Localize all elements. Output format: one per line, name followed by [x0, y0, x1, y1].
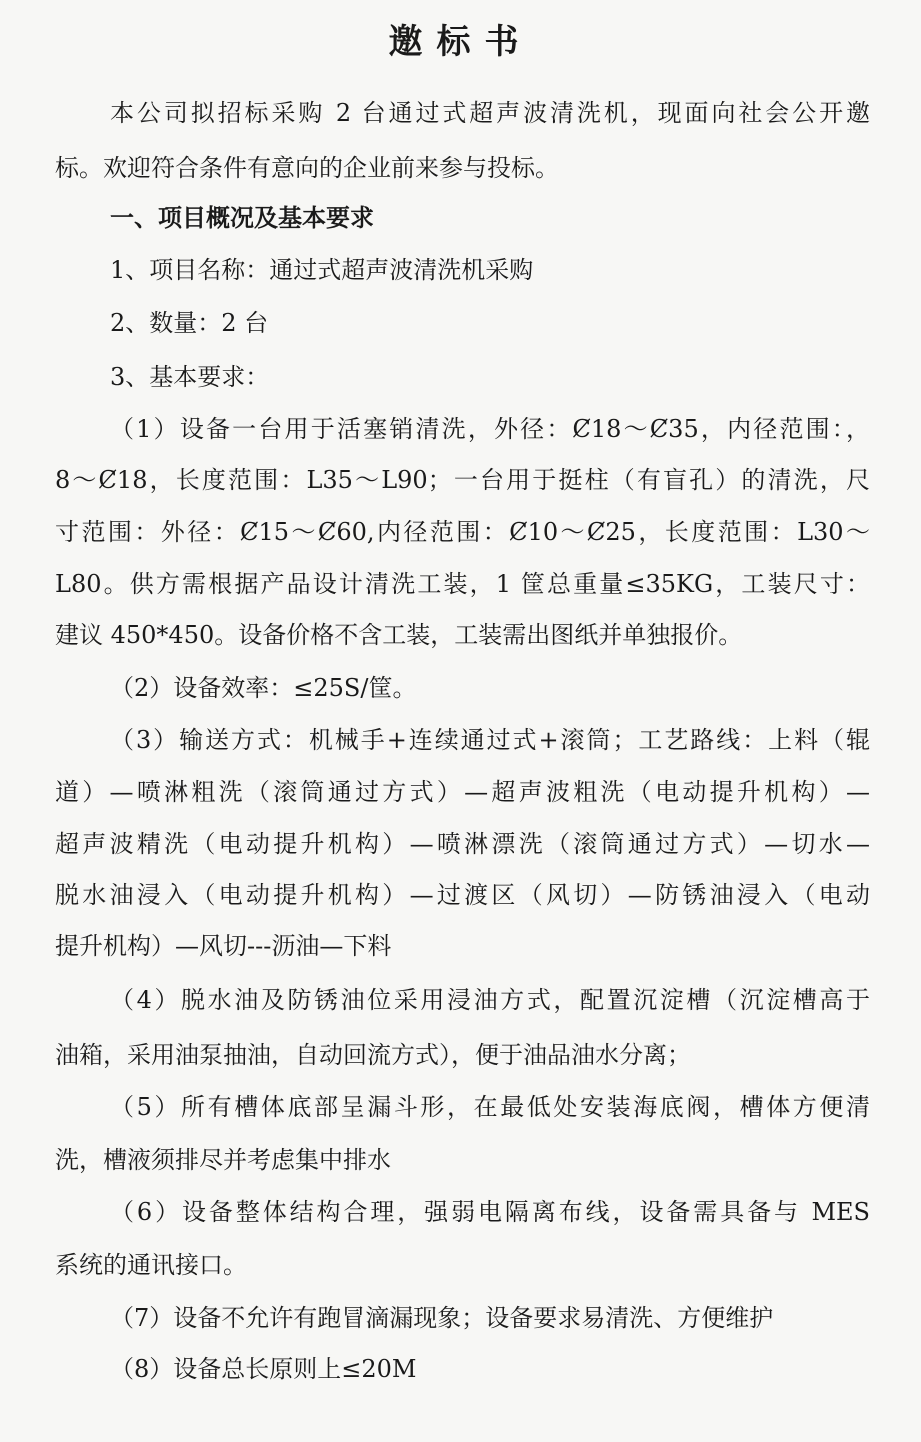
text-line: L80。供方需根据产品设计清洗工装，1 筐总重量≤35KG，工装尺寸：: [55, 570, 870, 598]
text-line: 道）—喷淋粗洗（滚筒通过方式）—超声波粗洗（电动提升机构）—: [55, 778, 870, 806]
text-line: （7）设备不允许有跑冒滴漏现象；设备要求易清洗、方便维护: [110, 1304, 774, 1332]
text-line: 1、项目名称：通过式超声波清洗机采购: [110, 256, 534, 284]
text-line: 标。欢迎符合条件有意向的企业前来参与投标。: [55, 154, 559, 182]
text-line: 建议 450*450。设备价格不含工装，工装需出图纸并单独报价。: [55, 621, 743, 649]
text-line: （6）设备整体结构合理，强弱电隔离布线，设备需具备与 MES: [110, 1198, 870, 1226]
text-line: 超声波精洗（电动提升机构）—喷淋漂洗（滚筒通过方式）—切水—: [55, 830, 870, 858]
text-line: （4）脱水油及防锈油位采用浸油方式，配置沉淀槽（沉淀槽高于: [110, 986, 870, 1014]
text-line: 脱水油浸入（电动提升机构）—过渡区（风切）—防锈油浸入（电动: [55, 881, 870, 909]
text-line: （5）所有槽体底部呈漏斗形，在最低处安装海底阀，槽体方便清: [110, 1093, 870, 1121]
text-line: （8）设备总长原则上≤20M: [110, 1355, 417, 1383]
text-line: 3、基本要求：: [110, 363, 270, 391]
text-line: 提升机构）—风切---沥油—下料: [55, 932, 392, 960]
section-heading: 一、项目概况及基本要求: [110, 203, 374, 232]
text-line: 油箱，采用油泵抽油，自动回流方式），便于油品油水分离；: [55, 1041, 691, 1069]
text-line: 本公司拟招标采购 2 台通过式超声波清洗机，现面向社会公开邀: [110, 99, 870, 127]
text-line: 系统的通讯接口。: [55, 1251, 247, 1279]
text-line: （3）输送方式：机械手+连续通过式+滚筒；工艺路线：上料（辊: [110, 726, 870, 754]
document-title: 邀标书: [388, 22, 533, 62]
text-line: 寸范围：外径：Ȼ15～Ȼ60,内径范围：Ȼ10～Ȼ25，长度范围：L30～: [55, 518, 870, 546]
text-line: 2、数量：2 台: [110, 309, 269, 337]
text-line: 洗，槽液须排尽并考虑集中排水: [55, 1146, 391, 1174]
text-line: （2）设备效率：≤25S/筐。: [110, 674, 417, 702]
text-line: 8～Ȼ18，长度范围：L35～L90；一台用于挺柱（有盲孔）的清洗，尺: [55, 466, 870, 494]
text-line: （1）设备一台用于活塞销清洗，外径：Ȼ18～Ȼ35，内径范围：，: [110, 415, 870, 443]
